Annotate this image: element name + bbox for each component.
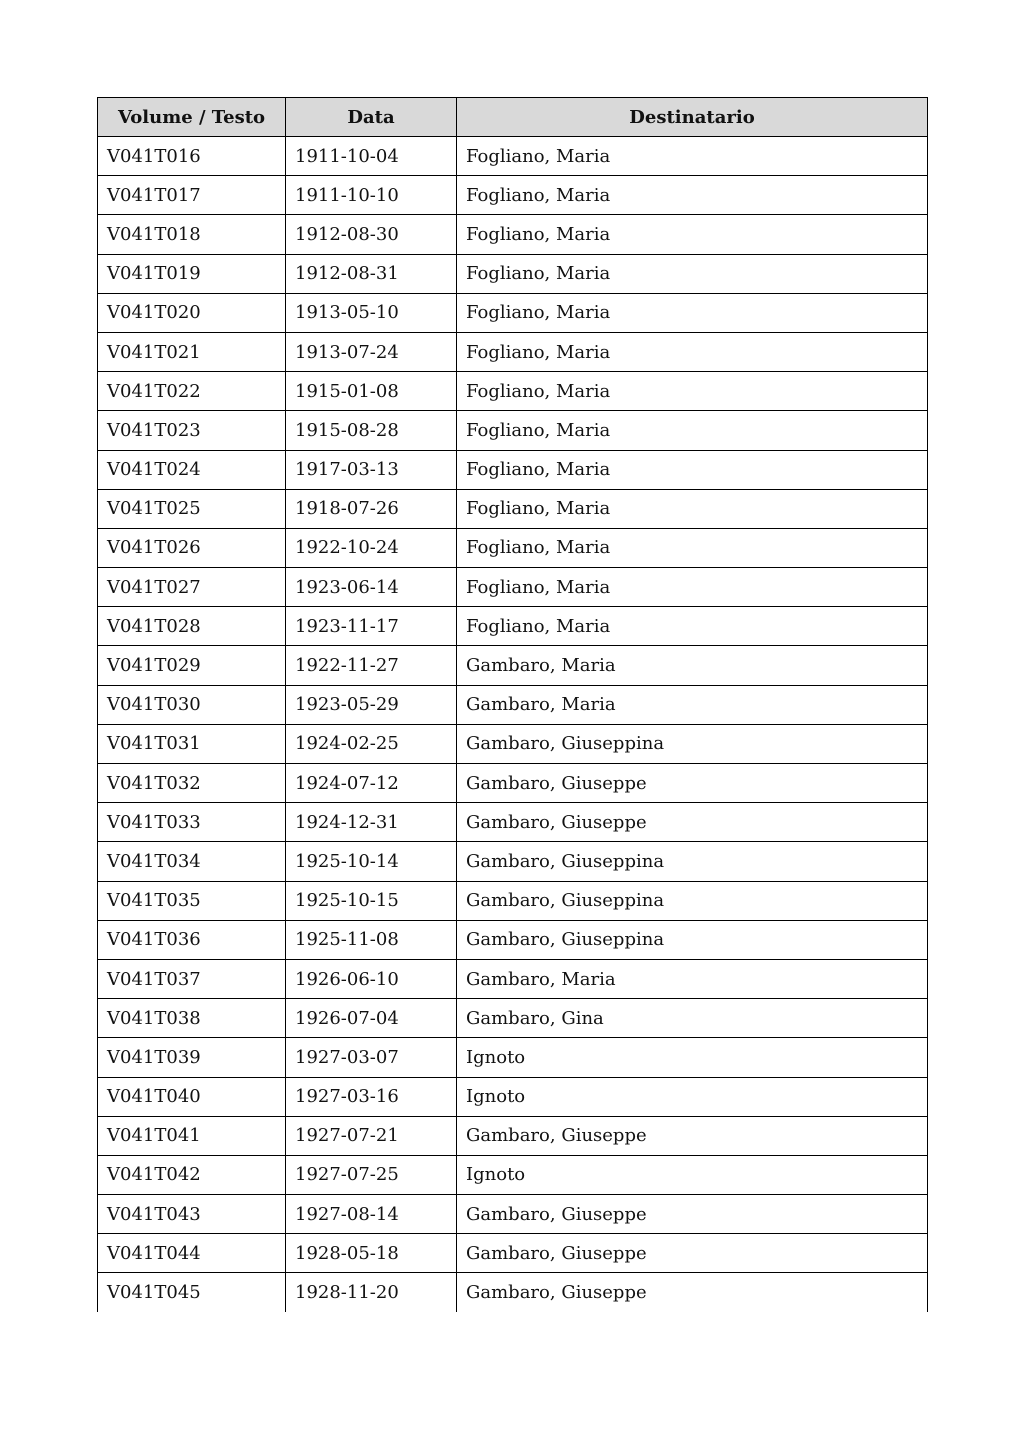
cell-date: 1927-07-21 — [286, 1116, 457, 1155]
cell-date: 1927-07-25 — [286, 1155, 457, 1194]
cell-recipient: Fogliano, Maria — [457, 489, 928, 528]
table-row — [98, 685, 928, 724]
cell-recipient: Gambaro, Giuseppe — [457, 764, 928, 803]
cell-recipient: Gambaro, Giuseppe — [457, 803, 928, 842]
cell-volume: V041T038 — [98, 999, 286, 1038]
cell-recipient: Fogliano, Maria — [457, 176, 928, 215]
cell-recipient: Gambaro, Giuseppina — [457, 842, 928, 881]
cell-volume: V041T023 — [98, 411, 286, 450]
cell-date: 1913-05-10 — [286, 293, 457, 332]
cell-date: 1927-03-07 — [286, 1038, 457, 1077]
table-row — [98, 1273, 928, 1312]
cell-volume: V041T024 — [98, 450, 286, 489]
cell-recipient: Gambaro, Giuseppe — [457, 1116, 928, 1155]
table-row — [98, 764, 928, 803]
cell-date: 1912-08-30 — [286, 215, 457, 254]
cell-date: 1922-10-24 — [286, 528, 457, 567]
cell-recipient: Gambaro, Giuseppina — [457, 920, 928, 959]
table-row — [98, 332, 928, 371]
cell-recipient: Fogliano, Maria — [457, 137, 928, 176]
table-row — [98, 489, 928, 528]
cell-date: 1912-08-31 — [286, 254, 457, 293]
cell-recipient: Gambaro, Giuseppe — [457, 1273, 928, 1312]
cell-recipient: Gambaro, Gina — [457, 999, 928, 1038]
cell-volume: V041T028 — [98, 607, 286, 646]
table-row — [98, 568, 928, 607]
cell-recipient: Fogliano, Maria — [457, 450, 928, 489]
cell-volume: V041T034 — [98, 842, 286, 881]
cell-date: 1924-12-31 — [286, 803, 457, 842]
table-row — [98, 372, 928, 411]
header-row — [98, 98, 928, 137]
table-row — [98, 1038, 928, 1077]
cell-volume: V041T022 — [98, 372, 286, 411]
cell-volume: V041T029 — [98, 646, 286, 685]
header-date: Data — [286, 98, 457, 137]
table-row — [98, 803, 928, 842]
table-row — [98, 1195, 928, 1234]
table-row — [98, 881, 928, 920]
table-row — [98, 842, 928, 881]
cell-volume: V041T016 — [98, 137, 286, 176]
cell-date: 1918-07-26 — [286, 489, 457, 528]
cell-volume: V041T027 — [98, 568, 286, 607]
cell-date: 1925-11-08 — [286, 920, 457, 959]
table-row — [98, 528, 928, 567]
cell-recipient: Fogliano, Maria — [457, 254, 928, 293]
cell-recipient: Fogliano, Maria — [457, 607, 928, 646]
table-row — [98, 254, 928, 293]
cell-recipient: Gambaro, Maria — [457, 685, 928, 724]
cell-date: 1923-11-17 — [286, 607, 457, 646]
table-row — [98, 1116, 928, 1155]
cell-date: 1917-03-13 — [286, 450, 457, 489]
cell-date: 1925-10-15 — [286, 881, 457, 920]
cell-volume: V041T037 — [98, 959, 286, 998]
cell-volume: V041T040 — [98, 1077, 286, 1116]
cell-recipient: Gambaro, Maria — [457, 646, 928, 685]
table-body — [98, 137, 928, 1313]
cell-volume: V041T026 — [98, 528, 286, 567]
cell-recipient: Gambaro, Giuseppina — [457, 881, 928, 920]
cell-date: 1922-11-27 — [286, 646, 457, 685]
cell-volume: V041T042 — [98, 1155, 286, 1194]
cell-volume: V041T035 — [98, 881, 286, 920]
cell-date: 1928-11-20 — [286, 1273, 457, 1312]
cell-recipient: Fogliano, Maria — [457, 293, 928, 332]
cell-recipient: Gambaro, Maria — [457, 959, 928, 998]
cell-volume: V041T031 — [98, 724, 286, 763]
cell-recipient: Ignoto — [457, 1077, 928, 1116]
cell-recipient: Gambaro, Giuseppe — [457, 1195, 928, 1234]
cell-date: 1915-08-28 — [286, 411, 457, 450]
cell-recipient: Fogliano, Maria — [457, 332, 928, 371]
cell-volume: V041T032 — [98, 764, 286, 803]
cell-date: 1924-07-12 — [286, 764, 457, 803]
cell-recipient: Fogliano, Maria — [457, 215, 928, 254]
cell-recipient: Fogliano, Maria — [457, 568, 928, 607]
cell-recipient: Fogliano, Maria — [457, 528, 928, 567]
cell-date: 1926-07-04 — [286, 999, 457, 1038]
cell-volume: V041T025 — [98, 489, 286, 528]
table-row — [98, 1234, 928, 1273]
header-recipient: Destinatario — [457, 98, 928, 137]
cell-date: 1915-01-08 — [286, 372, 457, 411]
table-row — [98, 999, 928, 1038]
letters-table — [97, 97, 928, 1312]
cell-date: 1925-10-14 — [286, 842, 457, 881]
table-row — [98, 1155, 928, 1194]
cell-recipient: Fogliano, Maria — [457, 411, 928, 450]
table-row — [98, 646, 928, 685]
cell-recipient: Ignoto — [457, 1155, 928, 1194]
cell-date: 1913-07-24 — [286, 332, 457, 371]
table-row — [98, 450, 928, 489]
cell-volume: V041T019 — [98, 254, 286, 293]
cell-date: 1926-06-10 — [286, 959, 457, 998]
cell-recipient: Fogliano, Maria — [457, 372, 928, 411]
cell-volume: V041T043 — [98, 1195, 286, 1234]
cell-date: 1927-03-16 — [286, 1077, 457, 1116]
cell-date: 1923-06-14 — [286, 568, 457, 607]
cell-volume: V041T017 — [98, 176, 286, 215]
cell-date: 1911-10-10 — [286, 176, 457, 215]
cell-volume: V041T044 — [98, 1234, 286, 1273]
cell-volume: V041T041 — [98, 1116, 286, 1155]
table-row — [98, 176, 928, 215]
cell-recipient: Gambaro, Giuseppe — [457, 1234, 928, 1273]
cell-date: 1928-05-18 — [286, 1234, 457, 1273]
cell-volume: V041T045 — [98, 1273, 286, 1312]
cell-date: 1911-10-04 — [286, 137, 457, 176]
cell-volume: V041T039 — [98, 1038, 286, 1077]
table-header — [98, 98, 928, 137]
header-volume: Volume / Testo — [98, 98, 286, 137]
table-row — [98, 607, 928, 646]
table-row — [98, 724, 928, 763]
cell-recipient: Gambaro, Giuseppina — [457, 724, 928, 763]
cell-date: 1927-08-14 — [286, 1195, 457, 1234]
cell-volume: V041T036 — [98, 920, 286, 959]
cell-volume: V041T021 — [98, 332, 286, 371]
table-row — [98, 1077, 928, 1116]
cell-volume: V041T020 — [98, 293, 286, 332]
table-row — [98, 959, 928, 998]
table-row — [98, 920, 928, 959]
table-row — [98, 411, 928, 450]
table-row — [98, 137, 928, 176]
cell-date: 1924-02-25 — [286, 724, 457, 763]
cell-date: 1923-05-29 — [286, 685, 457, 724]
cell-volume: V041T033 — [98, 803, 286, 842]
cell-recipient: Ignoto — [457, 1038, 928, 1077]
table-row — [98, 215, 928, 254]
cell-volume: V041T030 — [98, 685, 286, 724]
cell-volume: V041T018 — [98, 215, 286, 254]
table-row — [98, 293, 928, 332]
